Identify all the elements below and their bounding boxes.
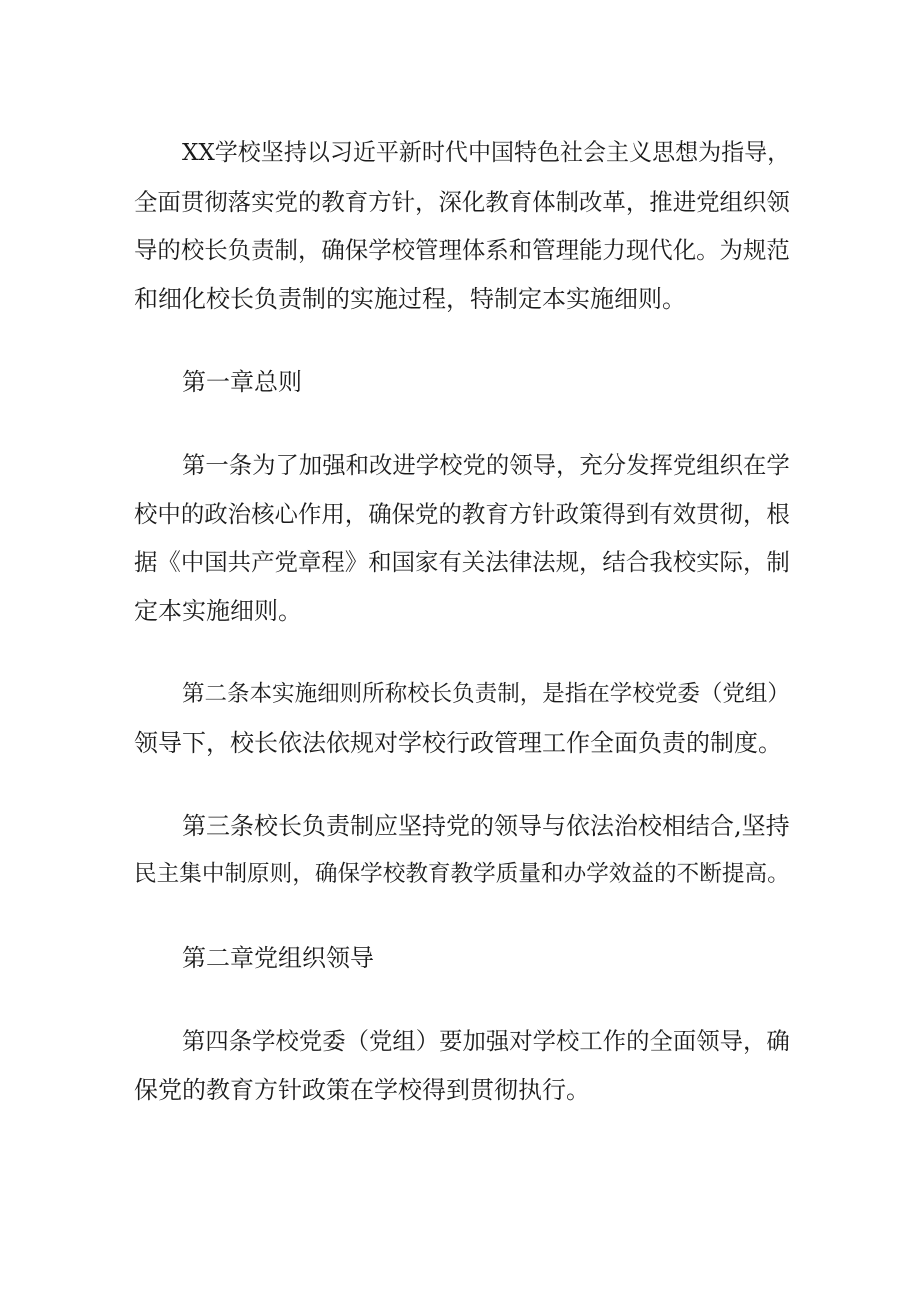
chapter-heading: 第二章党组织领导 <box>182 944 374 972</box>
text-line: 第一条为了加强和改进学校党的领导，充分发挥党组织在学 <box>182 451 790 479</box>
text-line: 第二条本实施细则所称校长负责制，是指在学校党委（党组） <box>182 681 790 707</box>
chapter-heading: 第一章总则 <box>182 368 302 396</box>
text-line: 民主集中制原则，确保学校教育教学质量和办学效益的不断提高。 <box>134 861 790 887</box>
text-line: 校中的政治核心作用，确保党的教育方针政策得到有效贯彻，根 <box>134 500 790 528</box>
text-line: XX学校坚持以习近平新时代中国特色社会主义思想为指导， <box>182 140 791 166</box>
text-line: 第四条学校党委（党组）要加强对学校工作的全面领导，确 <box>182 1027 790 1055</box>
text-line: 领导下，校长依法依规对学校行政管理工作全面负责的制度。 <box>134 729 782 757</box>
text-line: 导的校长负责制，确保学校管理体系和管理能力现代化。为规范 <box>134 236 790 264</box>
text-line: 保党的教育方针政策在学校得到贯彻执行。 <box>134 1076 590 1104</box>
text-line: 定本实施细则。 <box>134 597 302 625</box>
text-line: 和细化校长负责制的实施过程，特制定本实施细则。 <box>134 285 686 313</box>
text-line: 据《中国共产党章程》和国家有关法律法规，结合我校实际，制 <box>134 548 790 576</box>
text-line: 第三条校长负责制应坚持党的领导与依法治校相结合,坚持 <box>182 812 790 840</box>
text-line: 全面贯彻落实党的教育方针，深化教育体制改革，推进党组织领 <box>134 188 790 216</box>
